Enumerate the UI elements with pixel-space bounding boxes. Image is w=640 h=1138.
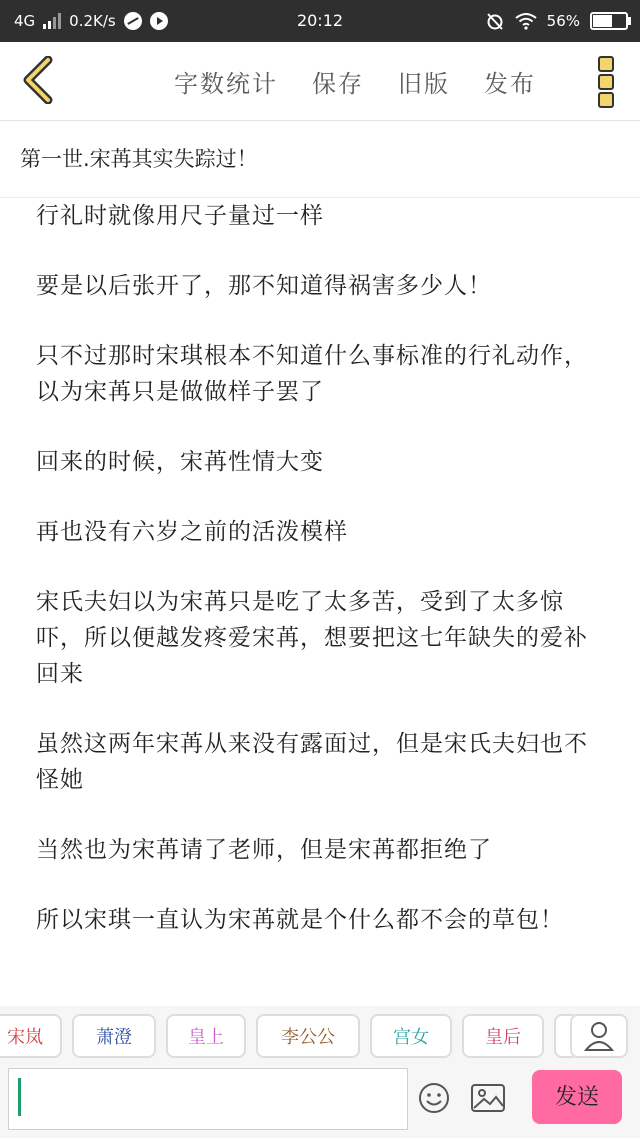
message-input[interactable] — [8, 1068, 408, 1130]
character-bar — [0, 1006, 640, 1064]
character-name: 宫女 — [393, 1027, 429, 1048]
character-chip[interactable] — [0, 1014, 62, 1058]
character-chip[interactable] — [256, 1014, 360, 1058]
send-button[interactable]: 发送 — [532, 1070, 622, 1124]
battery-percent: 56% — [546, 12, 580, 30]
chapter-title-bar[interactable] — [0, 121, 640, 198]
character-chip[interactable] — [166, 1014, 246, 1058]
paragraph: 再也没有六岁之前的活泼模样 — [36, 519, 348, 545]
image-icon[interactable] — [470, 1082, 506, 1114]
text-caret — [18, 1078, 21, 1116]
old-version-button[interactable]: 旧版 — [398, 69, 450, 98]
character-chip[interactable] — [72, 1014, 156, 1058]
character-name: 李公公 — [281, 1027, 335, 1048]
network-speed: 0.2K/s — [69, 12, 116, 30]
character-name: 皇上 — [188, 1027, 224, 1048]
alarm-off-icon — [485, 11, 505, 31]
paragraph: 宋氏夫妇以为宋苒只是吃了太多苦，受到了太多惊吓，所以便越发疼爱宋苒，想要把这七年缺失的爱补回来 — [36, 589, 588, 687]
character-chip[interactable] — [462, 1014, 544, 1058]
paragraph: 所以宋琪一直认为宋苒就是个什么都不会的草包！ — [36, 907, 564, 933]
save-button[interactable]: 保存 — [312, 69, 364, 98]
paragraph: 当然也为宋苒请了老师，但是宋苒都拒绝了 — [36, 837, 492, 863]
chapter-content[interactable] — [0, 198, 640, 988]
character-name: 皇后 — [485, 1027, 521, 1048]
character-name: 宋岚 — [7, 1027, 43, 1048]
word-count-button[interactable]: 字数统计 — [174, 69, 278, 98]
paragraph: 只不过那时宋琪根本不知道什么事标准的行礼动作，以为宋苒只是做做样子罢了 — [36, 343, 588, 405]
chapter-title: 第一世.宋苒其实失踪过！ — [20, 147, 258, 171]
paragraph: 行礼时就像用尺子量过一样 — [36, 203, 324, 229]
status-bar — [0, 0, 640, 42]
network-type: 4G — [14, 12, 36, 30]
paragraph: 要是以后张开了，那不知道得祸害多少人！ — [36, 273, 492, 299]
input-row — [0, 1064, 640, 1138]
paragraph: 回来的时候，宋苒性情大变 — [36, 449, 324, 475]
battery-icon — [590, 12, 628, 30]
clock: 20:12 — [296, 11, 344, 30]
paragraph: 虽然这两年宋苒从来没有露面过，但是宋氏夫妇也不怪她 — [36, 731, 588, 793]
back-chevron-icon[interactable] — [18, 56, 58, 104]
publish-button[interactable]: 发布 — [484, 69, 536, 98]
wifi-icon — [515, 12, 537, 30]
character-chip[interactable] — [370, 1014, 452, 1058]
editor-toolbar — [0, 42, 640, 121]
emoji-icon[interactable] — [418, 1082, 450, 1114]
character-name: 萧澄 — [96, 1027, 132, 1048]
person-icon[interactable] — [570, 1014, 628, 1058]
more-menu-icon[interactable] — [598, 56, 614, 108]
